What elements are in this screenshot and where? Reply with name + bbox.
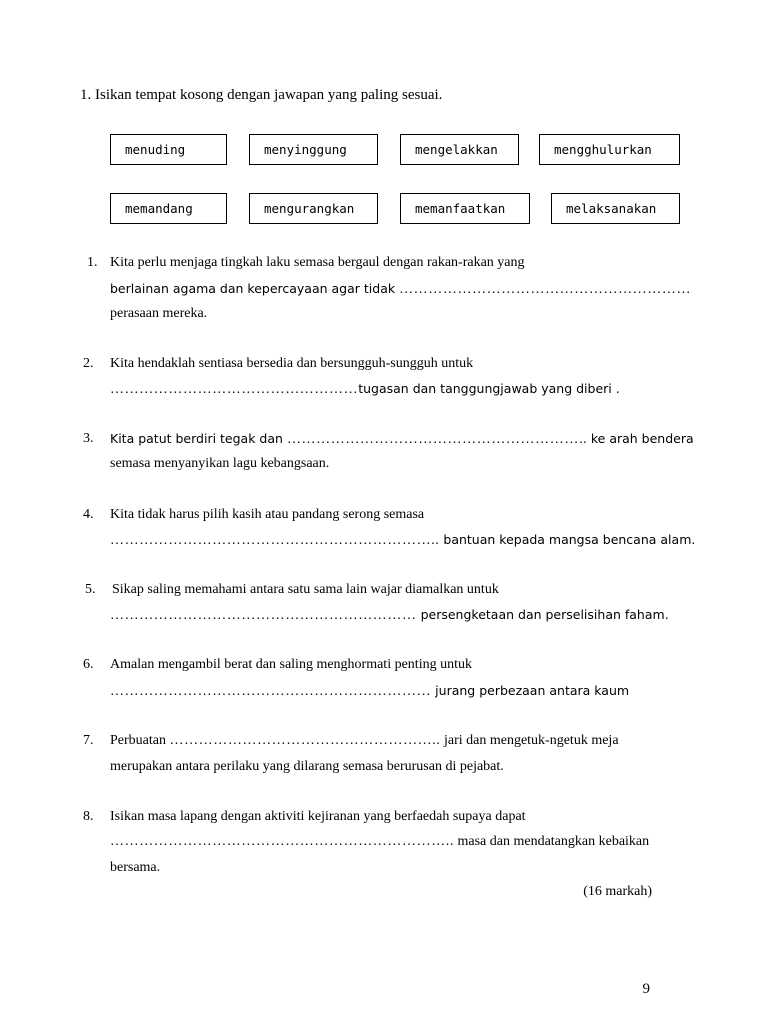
question-8-line-1: Isikan masa lapang dengan aktiviti kejiranan yang berfaedah supaya dapat: [110, 809, 526, 824]
question-1-line-2: [110, 281, 691, 298]
question-7-line-2: merupakan antara perilaku yang dilarang semasa berurusan di pejabat.: [110, 759, 504, 774]
question-6-text-a: jurang perbezaan antara kaum: [431, 683, 630, 698]
question-5-text-a: persengketaan dan perselisihan faham.: [416, 607, 669, 622]
question-7-blank[interactable]: ………………………………………………..: [169, 733, 441, 748]
question-4-line-2: [110, 532, 695, 549]
question-8-line-2: [110, 834, 649, 850]
question-2-line-2: [110, 381, 620, 398]
question-6-blank[interactable]: …………………………………………………………: [110, 684, 432, 699]
instruction: 1. Isikan tempat kosong dengan jawapan yang paling sesuai.: [80, 87, 443, 103]
question-7-line-1: [110, 733, 619, 749]
question-4-text-a: bantuan kepada mangsa bencana alam.: [439, 532, 696, 547]
word-box-melaksanakan: melaksanakan: [551, 193, 680, 224]
question-2-number: 2.: [83, 356, 94, 371]
question-8-text-a: masa dan mendatangkan kebaikan: [454, 834, 650, 849]
question-8-number: 8.: [83, 809, 94, 824]
total-marks: (16 markah): [583, 884, 652, 899]
question-4-line-1: Kita tidak harus pilih kasih atau pandang serong semasa: [110, 507, 425, 522]
word-box-mengurangkan: mengurangkan: [249, 193, 378, 224]
question-8-line-3: bersama.: [110, 860, 161, 875]
question-1-text-a: berlainan agama dan kepercayaan agar tidak: [110, 281, 400, 296]
question-6-line-2: [110, 683, 629, 700]
word-box-menyinggung: menyinggung: [249, 134, 378, 165]
question-1-line-1: Kita perlu menjaga tingkah laku semasa bergaul dengan rakan-rakan yang: [110, 255, 525, 270]
question-6-number: 6.: [83, 657, 94, 672]
question-3-line-2: semasa menyanyikan lagu kebangsaan.: [110, 456, 330, 471]
question-5-number: 5.: [85, 582, 96, 597]
question-3-line-1: [110, 431, 694, 448]
question-5-line-1: Sikap saling memahami antara satu sama lain wajar diamalkan untuk: [112, 582, 499, 597]
page-number: 9: [642, 981, 650, 997]
question-6-line-1: Amalan mengambil berat dan saling menghormati penting untuk: [110, 657, 472, 672]
question-2-text-a: tugasan dan tanggungjawab yang diberi .: [358, 381, 620, 396]
question-1-number: 1.: [87, 255, 98, 270]
question-4-blank[interactable]: …………………………………………………………..: [110, 533, 440, 548]
question-7-text-a: Perbuatan: [110, 733, 170, 748]
question-1-blank[interactable]: ……………………………………………………: [399, 282, 692, 297]
question-5-line-2: [110, 607, 669, 624]
question-3-text-a: Kita patut berdiri tegak dan: [110, 431, 287, 446]
question-2-blank[interactable]: ……………………………………………: [110, 382, 359, 397]
question-2-line-1: Kita hendaklah sentiasa bersedia dan bersungguh-sungguh untuk: [110, 356, 474, 371]
question-5-blank[interactable]: ………………………………………………………: [110, 608, 417, 623]
question-3-number: 3.: [83, 431, 94, 446]
question-3-text-b: .. ke arah bendera: [578, 431, 694, 446]
question-4-number: 4.: [83, 507, 94, 522]
word-box-menuding: menuding: [110, 134, 227, 165]
word-box-memandang: memandang: [110, 193, 227, 224]
question-1-line-3: perasaan mereka.: [110, 306, 208, 321]
word-box-memanfaatkan: memanfaatkan: [400, 193, 530, 224]
question-7-text-b: jari dan mengetuk-ngetuk meja: [440, 733, 619, 748]
question-8-blank[interactable]: ……………………………………………………………..: [110, 834, 454, 849]
question-3-blank[interactable]: ……………………………………………………: [286, 432, 579, 447]
word-box-mengelakkan: mengelakkan: [400, 134, 519, 165]
word-box-mengghulurkan: mengghulurkan: [539, 134, 680, 165]
question-7-number: 7.: [83, 733, 94, 748]
